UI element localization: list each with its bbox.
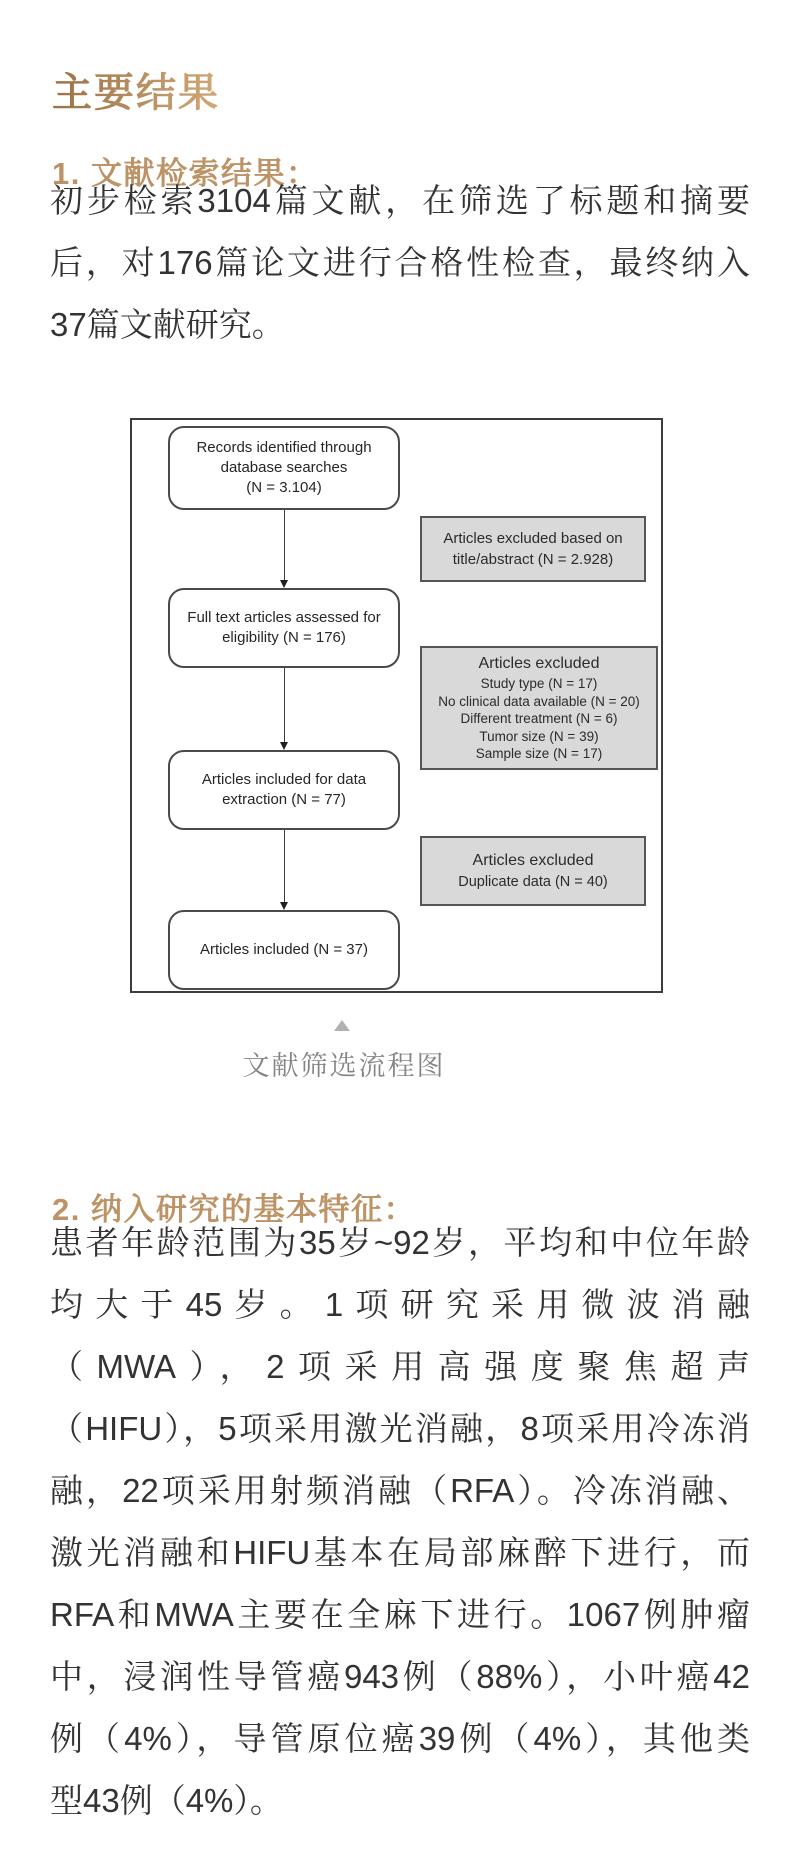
paragraph-line: 初步检索3104篇文献，在筛选了标题和摘要 <box>50 182 750 219</box>
caption-marker-triangle-icon <box>334 1020 350 1031</box>
flow-box-line: database searches <box>220 459 348 476</box>
flow-box-line: (N = 3.104) <box>246 479 322 496</box>
flow-box-articles-included <box>168 910 400 990</box>
flow-box-line: Full text articles assessed for <box>187 609 381 626</box>
flow-box-excluded-title-abstract <box>420 516 646 582</box>
paragraph-line: 例（4%），导管原位癌39例（4%），其他类 <box>50 1720 750 1757</box>
flow-box-line: eligibility (N = 176) <box>222 629 346 646</box>
flow-box-reason: Study type (N = 17) <box>480 676 598 692</box>
flow-box-reason: Tumor size (N = 39) <box>479 728 599 744</box>
paragraph-line: 37篇文献研究。 <box>50 306 285 343</box>
page-title: 主要结果 <box>52 61 220 118</box>
flow-box-line: Articles excluded based on <box>443 530 623 547</box>
flow-box-line: Records identified through <box>196 439 372 456</box>
flow-box-excluded-duplicate <box>420 836 646 906</box>
section-2-paragraph <box>50 1212 750 1832</box>
section-1-heading: 1. 文献检索结果： <box>52 155 319 191</box>
paragraph-line: RFA和MWA主要在全麻下进行。1067例肿瘤 <box>50 1596 750 1633</box>
section-1-paragraph <box>50 170 750 356</box>
paragraph-line: 后，对176篇论文进行合格性检查，最终纳入 <box>50 244 750 281</box>
figure-caption: 文献筛选流程图 <box>242 1051 446 1081</box>
flow-box-line: title/abstract (N = 2.928) <box>452 551 614 568</box>
flow-box-line: extraction (N = 77) <box>222 791 346 808</box>
flow-box-excluded-eligibility <box>420 646 658 770</box>
flow-box-included-for-extraction <box>168 750 400 830</box>
paragraph-line: 患者年龄范围为35岁~92岁，平均和中位年龄 <box>50 1224 750 1261</box>
arrow-line <box>284 668 285 742</box>
flow-box-records-identified <box>168 426 400 510</box>
flow-box-reason: Duplicate data (N = 40) <box>458 874 608 890</box>
flow-box-line: Articles included for data <box>201 771 367 788</box>
paragraph-line: 激光消融和HIFU基本在局部麻醉下进行，而 <box>50 1534 750 1571</box>
paragraph-line: 融，22项采用射频消融（RFA）。冷冻消融、 <box>50 1472 750 1509</box>
section-2-heading: 2. 纳入研究的基本特征： <box>52 1191 416 1227</box>
flow-box-reason: Sample size (N = 17) <box>475 746 603 762</box>
flow-box-reason: Different treatment (N = 6) <box>460 711 618 727</box>
arrow-line <box>284 830 285 902</box>
paragraph-line: （MWA），2项采用高强度聚焦超声 <box>50 1348 750 1385</box>
down-arrow-icon <box>279 510 290 588</box>
arrow-line <box>284 510 285 580</box>
literature-screening-flowchart <box>130 418 663 993</box>
flow-box-line: Articles included (N = 37) <box>200 941 368 958</box>
flow-box-fulltext-assessed <box>168 588 400 668</box>
paragraph-line: 中，浸润性导管癌943例（88%），小叶癌42 <box>50 1658 750 1695</box>
flow-box-title: Articles excluded <box>478 655 600 673</box>
paragraph-line: （HIFU），5项采用激光消融，8项采用冷冻消 <box>50 1410 750 1447</box>
flow-box-title: Articles excluded <box>472 852 594 869</box>
down-arrow-icon <box>279 668 290 750</box>
flow-box-reason: No clinical data available (N = 20) <box>438 693 640 709</box>
paragraph-line: 型43例（4%）。 <box>50 1782 283 1819</box>
down-arrow-icon <box>279 830 290 910</box>
paragraph-line: 均大于45岁。1项研究采用微波消融 <box>50 1286 750 1323</box>
